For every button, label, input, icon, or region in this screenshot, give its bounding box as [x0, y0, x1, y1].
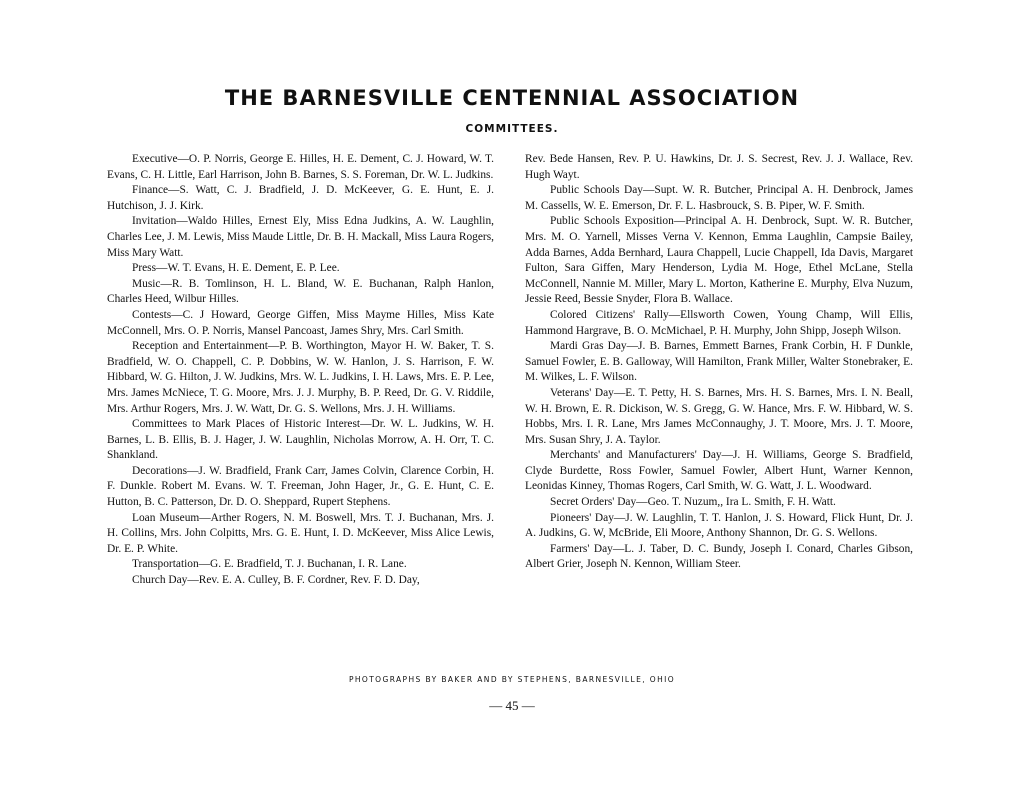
committee-entry: Secret Orders' Day—Geo. T. Nuzum,, Ira L. Smith, F. H. Watt.: [550, 496, 836, 509]
committee-entry: Invitation—Waldo Hilles, Ernest Ely, Miss Edna Judkins, A. W. Laughlin, Charles Lee, J. M. Lewis, Miss Maude Little, Dr. B. H. Mackall, Miss Laura Rogers, Miss Mary Watt.: [107, 215, 494, 259]
right-column: [525, 152, 913, 573]
page-title: THE BARNESVILLE CENTENNIAL ASSOCIATION: [224, 86, 800, 110]
committee-entry: Committees to Mark Places of Historic Interest—Dr. W. L. Judkins, W. H. Barnes, L. B. Ellis, B. J. Hager, J. W. Laughlin, Nicholas Morrow, A. H. Orr, T. C. Shankland.: [107, 418, 494, 462]
committee-entry: Public Schools Exposition—Principal A. H. Denbrock, Supt. W. R. Butcher, Mrs. M. O. Yarnell, Misses Verna V. Kennon, Emma Laughlin, Campsie Bailey, Adda Barnes, Adda Bernhard, Laura Chappell, Lucie Chappell, Ida Davis, Margaret Fulton, Sara Giffen, Mary Henderson, Lydia M. Hoge, Ethel McLane, Stella McConnell, Nannie M. Miller, Mary L. Morton, Katherine E. Murphy, Elva Nuzum, Jessie Reed, Bessie Snyder, Flora B. Wallace.: [525, 215, 913, 306]
committee-entry: Transportation—G. E. Bradfield, T. J. Buchanan, I. R. Lane.: [132, 558, 407, 571]
committee-entry: Public Schools Day—Supt. W. R. Butcher, Principal A. H. Denbrock, James M. Cassells, W. E. Emerson, Dr. F. L. Hasbrouck, S. B. Piper, W. F. Smith.: [525, 184, 913, 212]
committee-entry-continued: Rev. Bede Hansen, Rev. P. U. Hawkins, Dr. J. S. Secrest, Rev. J. J. Wallace, Rev. Hugh Wayt.: [525, 153, 913, 181]
committee-entry: Music—R. B. Tomlinson, H. L. Bland, W. E. Buchanan, Ralph Hanlon, Charles Heed, Wilbur Hilles.: [107, 277, 494, 306]
committee-entry: Mardi Gras Day—J. B. Barnes, Emmett Barnes, Frank Corbin, H. F Dunkle, Samuel Fowler, E. B. Galloway, Will Hamilton, Frank Miller, Walter Stonebraker, E. M. Wilkes, L. F. Wilson.: [525, 340, 913, 384]
committee-entry: Finance—S. Watt, C. J. Bradfield, J. D. McKeever, G. E. Hunt, E. J. Hutchison, J. J. Kirk.: [107, 184, 494, 212]
page-subtitle: COMMITTEES.: [465, 123, 559, 135]
committee-entry: Loan Museum—Arther Rogers, N. M. Boswell, Mrs. T. J. Buchanan, Mrs. J. H. Collins, Mrs. John Colpitts, Mrs. G. E. Hunt, I. D. McKeever, Miss Alice Lewis, Dr. E. P. White.: [107, 511, 494, 555]
committee-entry: Colored Citizens' Rally—Ellsworth Cowen, Young Champ, Will Ellis, Hammond Hargrave, B. O. McMichael, P. H. Murphy, John Shipp, Joseph Wilson.: [525, 308, 913, 337]
committee-entry: Merchants' and Manufacturers' Day—J. H. Williams, George S. Bradfield, Clyde Burdette, Ross Fowler, Samuel Fowler, Albert Hunt, Warner Kennon, Leonidas Kinney, Thomas Rogers, Carl Smith, W. G. Watt, J. L. Woodward.: [525, 449, 913, 493]
page-number: — 45 —: [489, 698, 535, 713]
committee-entry: Contests—C. J Howard, George Giffen, Miss Mayme Hilles, Miss Kate McConnell, Mrs. O. P. Norris, Mansel Pancoast, James Shry, Mrs. Carl Smith.: [107, 308, 494, 337]
committee-entry: Pioneers' Day—J. W. Laughlin, T. T. Hanlon, J. S. Howard, Flick Hunt, Dr. J. A. Judkins, G. W, McBride, Eli Moore, Anthony Shannon, Dr. G. S. Wellons.: [525, 511, 913, 540]
committee-entry: Farmers' Day—L. J. Taber, D. C. Bundy, Joseph I. Conard, Charles Gibson, Albert Grier, Joseph N. Kennon, William Steer.: [525, 542, 913, 571]
left-column: [107, 152, 494, 589]
committee-entry: Decorations—J. W. Bradfield, Frank Carr, James Colvin, Clarence Corbin, H. F. Dunkle. Robert M. Evans. W. T. Freeman, John Hager, Jr., G. E. Hunt, C. E. Hutton, B. C. Patterson, Dr. D. O. Sheppard, Rupert Stephens.: [107, 464, 494, 509]
photo-credit: PHOTOGRAPHS BY BAKER AND BY STEPHENS, BARNESVILLE, OHIO: [348, 675, 676, 684]
committee-entry: Church Day—Rev. E. A. Culley, B. F. Cordner, Rev. F. D. Day,: [132, 574, 420, 587]
committee-entry: Press—W. T. Evans, H. E. Dement, E. P. Lee.: [132, 262, 340, 275]
committee-entry: Veterans' Day—E. T. Petty, H. S. Barnes, Mrs. H. S. Barnes, Mrs. I. N. Beall, W. H. Brown, E. R. Dickison, W. S. Gregg, G. W. Hance, Mrs. F. W. Hibbard, W. S. Hobbs, Mrs. I. R. Lane, Mrs James McConnaughy, J. T. Moore, Mrs. J. T. Moore, Mrs. Susan Shry, J. A. Taylor.: [525, 386, 913, 446]
committee-entry: Reception and Entertainment—P. B. Worthington, Mayor H. W. Baker, T. S. Bradfield, W. O. Chappell, C. P. Dobbins, W. W. Hanlon, J. S. Harrison, F. W. Hibbard, W. G. Hilton, J. W. Judkins, Mrs. W. L. Judkins, I. H. Laws, Mrs. E. P. Lee, Mrs. James McNiece, T. G. Moore, Mrs. J. J. Murphy, B. P. Reed, Dr. G. V. Riddile, Mrs. Arthur Rogers, Mrs. J. W. Watt, Dr. G. S. Wellons, Mrs. J. H. Williams.: [107, 340, 494, 415]
committee-entry: Executive—O. P. Norris, George E. Hilles, H. E. Dement, C. J. Howard, W. T. Evans, C. H. Little, Earl Harrison, John B. Barnes, S. S. Foreman, Dr. W. L. Judkins.: [107, 153, 494, 181]
